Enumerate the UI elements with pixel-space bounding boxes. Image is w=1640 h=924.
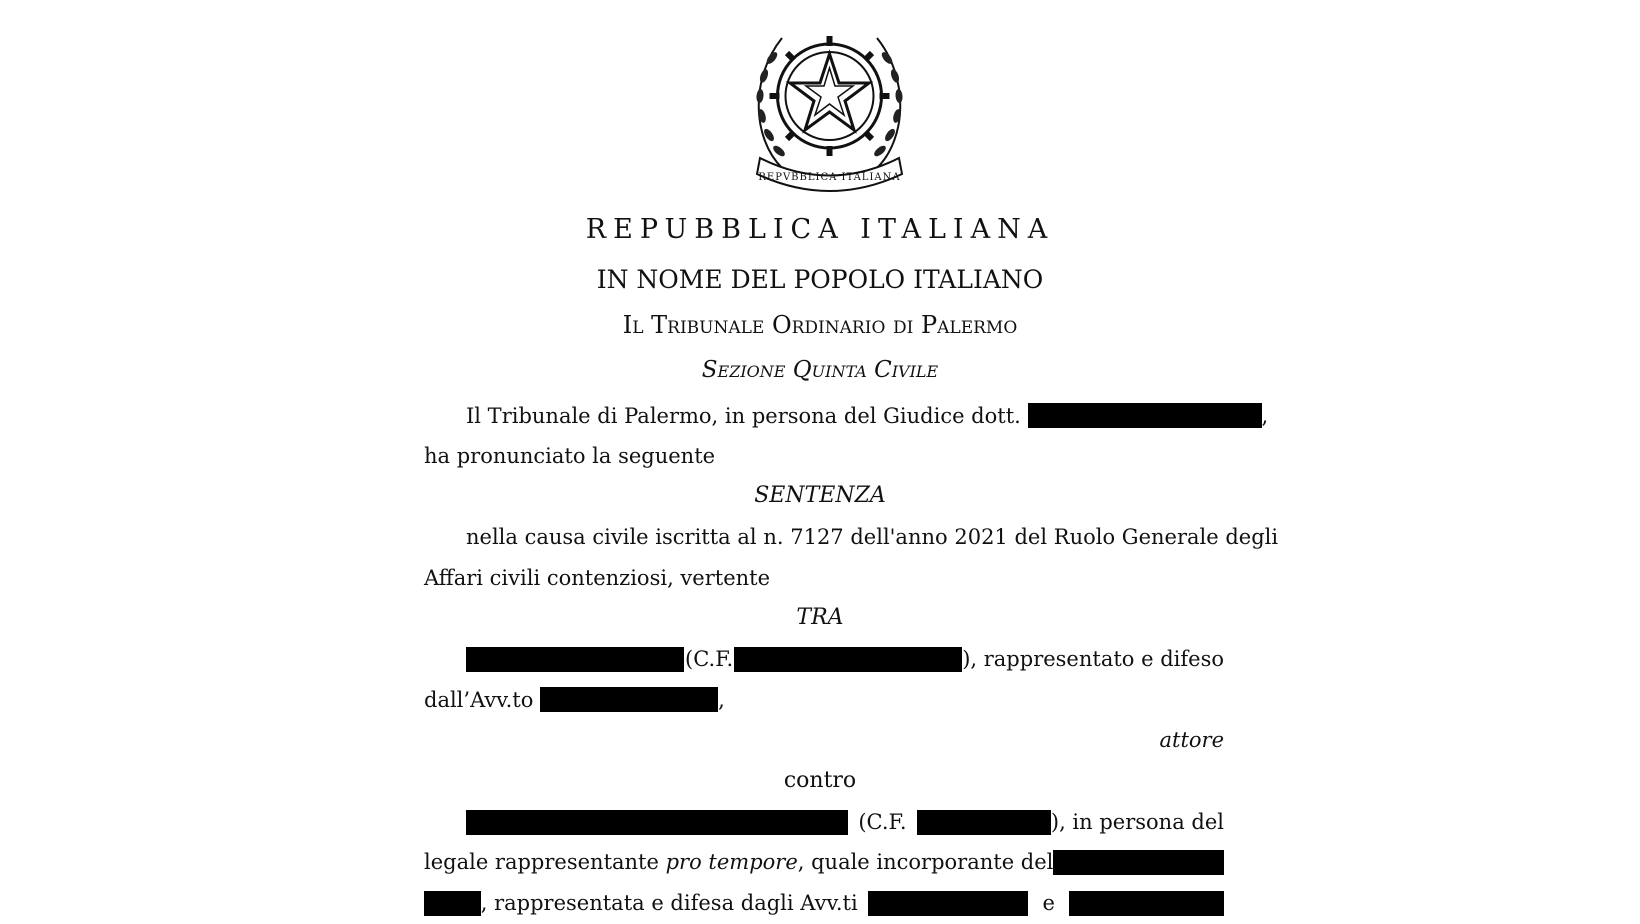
- redacted-judge-name: [1028, 403, 1262, 428]
- emblema-repubblica-icon: [742, 8, 917, 193]
- redacted-entity-continuation: [424, 891, 481, 916]
- intro-line-2: ha pronunciato la seguente: [424, 444, 716, 468]
- plaintiff-counsel-suffix: ,: [718, 688, 725, 712]
- defendant-conj: e: [1042, 891, 1055, 915]
- case-word: iscritta: [655, 525, 731, 549]
- defendant-line-3: [424, 889, 1224, 917]
- case-line-2: Affari civili contenziosi, vertente: [424, 566, 771, 590]
- plaintiff-cf-group: [734, 645, 1224, 673]
- case-word: degli: [1225, 525, 1279, 549]
- plaintiff-line-1: [424, 645, 1224, 673]
- redacted-incorporated-entity: [1053, 850, 1224, 875]
- redacted-defendant-name: [466, 810, 848, 835]
- header-subtitle: IN NOME DEL POPOLO ITALIANO: [596, 265, 1044, 294]
- plaintiff-counsel-prefix: dall’Avv.to: [424, 688, 534, 712]
- case-year: 2021: [954, 525, 1008, 549]
- defendant-legal-rep: legale rappresentante: [424, 850, 659, 874]
- svg-text:REPVBBLICA ITALIANA: REPVBBLICA ITALIANA: [758, 172, 901, 183]
- case-word: civile: [592, 525, 649, 549]
- plaintiff-cf-label: (C.F.: [685, 647, 734, 671]
- redacted-defendant-cf: [917, 810, 1051, 835]
- intro-comma: ,: [1261, 404, 1269, 428]
- redacted-plaintiff-name: [466, 647, 684, 672]
- defendant-line-2: [424, 848, 1224, 876]
- case-word: n.: [763, 525, 784, 549]
- court-section: Sezione Quinta Civile: [701, 357, 939, 383]
- case-word: del: [1014, 525, 1048, 549]
- role-attore: attore: [1159, 728, 1224, 752]
- case-word: dell'anno: [850, 525, 948, 549]
- contro-heading: contro: [783, 768, 857, 793]
- defendant-cf-group: [917, 808, 1224, 836]
- redacted-plaintiff-counsel: [540, 687, 718, 712]
- defendant-incorporante: , quale incorporante del: [797, 850, 1054, 874]
- case-word: Generale: [1121, 525, 1219, 549]
- case-line-1: [424, 523, 1279, 551]
- intro-line-1: [424, 402, 1269, 430]
- case-word: causa: [524, 525, 586, 549]
- court-name: Il Tribunale Ordinario di Palermo: [622, 311, 1018, 339]
- case-word: al: [737, 525, 757, 549]
- redacted-plaintiff-cf: [734, 647, 962, 672]
- pro-tempore: pro tempore: [665, 850, 798, 874]
- plaintiff-line-2: [424, 686, 1224, 714]
- header-title: REPUBBLICA ITALIANA: [585, 214, 1055, 245]
- intro-text: Il Tribunale di Palermo, in persona del Giudice dott.: [466, 404, 1021, 428]
- plaintiff-represented: ), rappresentato e difeso: [962, 647, 1224, 671]
- defendant-represented: , rappresentata e difesa dagli Avv.ti: [480, 891, 858, 915]
- case-word: nella: [466, 525, 518, 549]
- case-word: Ruolo: [1053, 525, 1116, 549]
- redacted-defendant-counsel-1: [868, 891, 1029, 916]
- defendant-line-1: [424, 808, 1224, 836]
- case-number: 7127: [790, 525, 844, 549]
- plaintiff-role: [424, 726, 1224, 754]
- defendant-cf-label: (C.F.: [858, 810, 907, 834]
- redacted-defendant-counsel-2: [1069, 891, 1224, 916]
- tra-heading: TRA: [796, 605, 844, 630]
- sentenza-heading: SENTENZA: [754, 483, 886, 508]
- defendant-in-persona: ), in persona del: [1050, 810, 1224, 834]
